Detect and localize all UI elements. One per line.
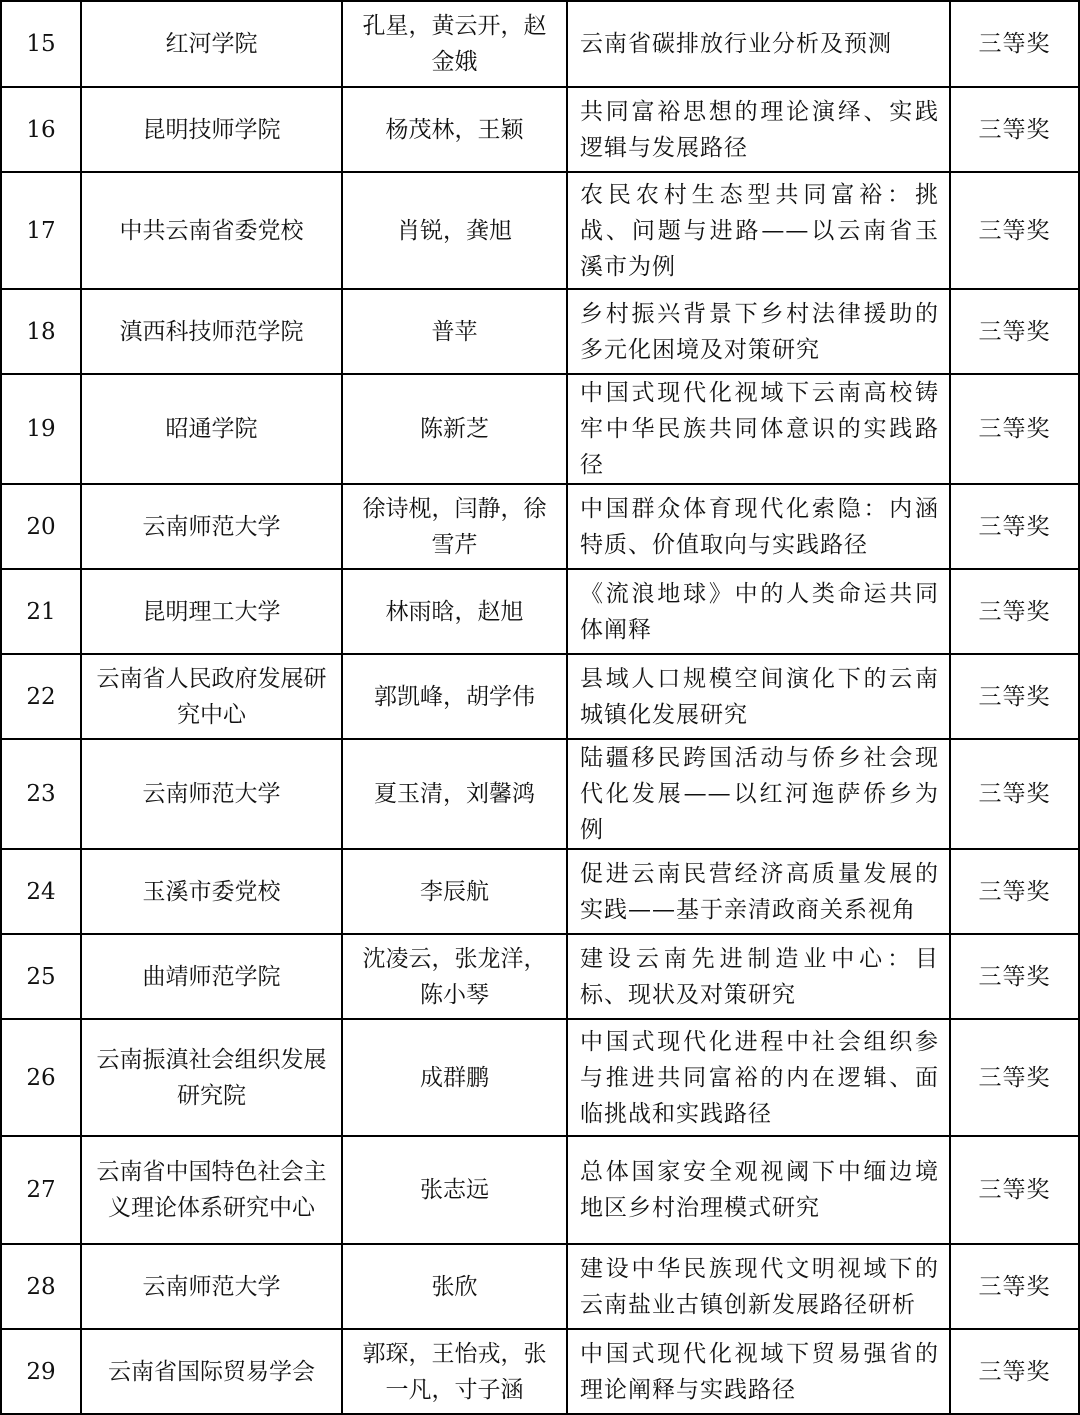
row-number: 22	[1, 654, 81, 739]
unit-name: 红河学院	[81, 1, 342, 87]
award-level: 三等奖	[950, 654, 1079, 739]
row-number: 17	[1, 172, 81, 289]
row-number: 21	[1, 569, 81, 654]
award-level: 三等奖	[950, 739, 1079, 849]
award-level: 三等奖	[950, 1, 1079, 87]
table-row	[1, 172, 1079, 289]
unit-name: 滇西科技师范学院	[81, 289, 342, 374]
unit-name: 昭通学院	[81, 374, 342, 484]
unit-name: 云南师范大学	[81, 739, 342, 849]
row-number: 15	[1, 1, 81, 87]
unit-name: 玉溪市委党校	[81, 849, 342, 934]
authors: 林雨晗，赵旭	[342, 569, 567, 654]
award-level: 三等奖	[950, 484, 1079, 569]
row-number: 16	[1, 87, 81, 172]
award-level: 三等奖	[950, 374, 1079, 484]
authors: 成群鹏	[342, 1019, 567, 1136]
paper-title: 农民农村生态型共同富裕：挑战、问题与进路——以云南省玉溪市为例	[567, 172, 950, 289]
table-row	[1, 1136, 1079, 1244]
unit-name: 云南省国际贸易学会	[81, 1329, 342, 1414]
award-level: 三等奖	[950, 87, 1079, 172]
authors: 孔星，黄云开，赵金娥	[342, 1, 567, 87]
award-level: 三等奖	[950, 934, 1079, 1019]
unit-name: 云南师范大学	[81, 484, 342, 569]
row-number: 26	[1, 1019, 81, 1136]
unit-name: 昆明技师学院	[81, 87, 342, 172]
unit-name: 云南省中国特色社会主义理论体系研究中心	[81, 1136, 342, 1244]
paper-title: 《流浪地球》中的人类命运共同体阐释	[567, 569, 950, 654]
unit-name: 曲靖师范学院	[81, 934, 342, 1019]
authors: 郭凯峰，胡学伟	[342, 654, 567, 739]
table-row	[1, 374, 1079, 484]
table-row	[1, 739, 1079, 849]
paper-title: 中国式现代化进程中社会组织参与推进共同富裕的内在逻辑、面临挑战和实践路径	[567, 1019, 950, 1136]
row-number: 23	[1, 739, 81, 849]
authors: 杨茂林，王颖	[342, 87, 567, 172]
table-row	[1, 849, 1079, 934]
table-row	[1, 569, 1079, 654]
authors: 夏玉清，刘馨鸿	[342, 739, 567, 849]
paper-title: 中国群众体育现代化索隐：内涵特质、价值取向与实践路径	[567, 484, 950, 569]
table-row	[1, 1244, 1079, 1329]
row-number: 18	[1, 289, 81, 374]
award-level: 三等奖	[950, 1136, 1079, 1244]
row-number: 28	[1, 1244, 81, 1329]
unit-name: 云南省人民政府发展研究中心	[81, 654, 342, 739]
row-number: 24	[1, 849, 81, 934]
paper-title: 县域人口规模空间演化下的云南城镇化发展研究	[567, 654, 950, 739]
row-number: 25	[1, 934, 81, 1019]
authors: 陈新芝	[342, 374, 567, 484]
award-level: 三等奖	[950, 569, 1079, 654]
row-number: 29	[1, 1329, 81, 1414]
authors: 普苹	[342, 289, 567, 374]
table-row	[1, 87, 1079, 172]
paper-title: 乡村振兴背景下乡村法律援助的多元化困境及对策研究	[567, 289, 950, 374]
paper-title: 中国式现代化视域下云南高校铸牢中华民族共同体意识的实践路径	[567, 374, 950, 484]
authors: 李辰航	[342, 849, 567, 934]
authors: 郭琛，王怡戎，张一凡，寸子涵	[342, 1329, 567, 1414]
table-row	[1, 1019, 1079, 1136]
paper-title: 共同富裕思想的理论演绎、实践逻辑与发展路径	[567, 87, 950, 172]
table-row	[1, 484, 1079, 569]
award-level: 三等奖	[950, 1244, 1079, 1329]
paper-title: 促进云南民营经济高质量发展的实践——基于亲清政商关系视角	[567, 849, 950, 934]
unit-name: 云南振滇社会组织发展研究院	[81, 1019, 342, 1136]
unit-name: 中共云南省委党校	[81, 172, 342, 289]
paper-title: 中国式现代化视域下贸易强省的理论阐释与实践路径	[567, 1329, 950, 1414]
award-level: 三等奖	[950, 172, 1079, 289]
paper-title: 陆疆移民跨国活动与侨乡社会现代化发展——以红河迤萨侨乡为例	[567, 739, 950, 849]
paper-title: 云南省碳排放行业分析及预测	[567, 1, 950, 87]
paper-title: 建设中华民族现代文明视域下的云南盐业古镇创新发展路径研析	[567, 1244, 950, 1329]
table-row	[1, 934, 1079, 1019]
award-level: 三等奖	[950, 849, 1079, 934]
table-row	[1, 1329, 1079, 1414]
paper-title: 建设云南先进制造业中心：目标、现状及对策研究	[567, 934, 950, 1019]
row-number: 19	[1, 374, 81, 484]
row-number: 20	[1, 484, 81, 569]
authors: 张欣	[342, 1244, 567, 1329]
paper-title: 总体国家安全观视阈下中缅边境地区乡村治理模式研究	[567, 1136, 950, 1244]
table-row	[1, 289, 1079, 374]
unit-name: 云南师范大学	[81, 1244, 342, 1329]
row-number: 27	[1, 1136, 81, 1244]
table-row	[1, 654, 1079, 739]
authors: 张志远	[342, 1136, 567, 1244]
authors: 肖锐，龚旭	[342, 172, 567, 289]
award-level: 三等奖	[950, 1019, 1079, 1136]
authors: 徐诗枧，闫静，徐雪芹	[342, 484, 567, 569]
authors: 沈凌云，张龙洋，陈小琴	[342, 934, 567, 1019]
award-level: 三等奖	[950, 289, 1079, 374]
award-level: 三等奖	[950, 1329, 1079, 1414]
table-row	[1, 1, 1079, 87]
unit-name: 昆明理工大学	[81, 569, 342, 654]
